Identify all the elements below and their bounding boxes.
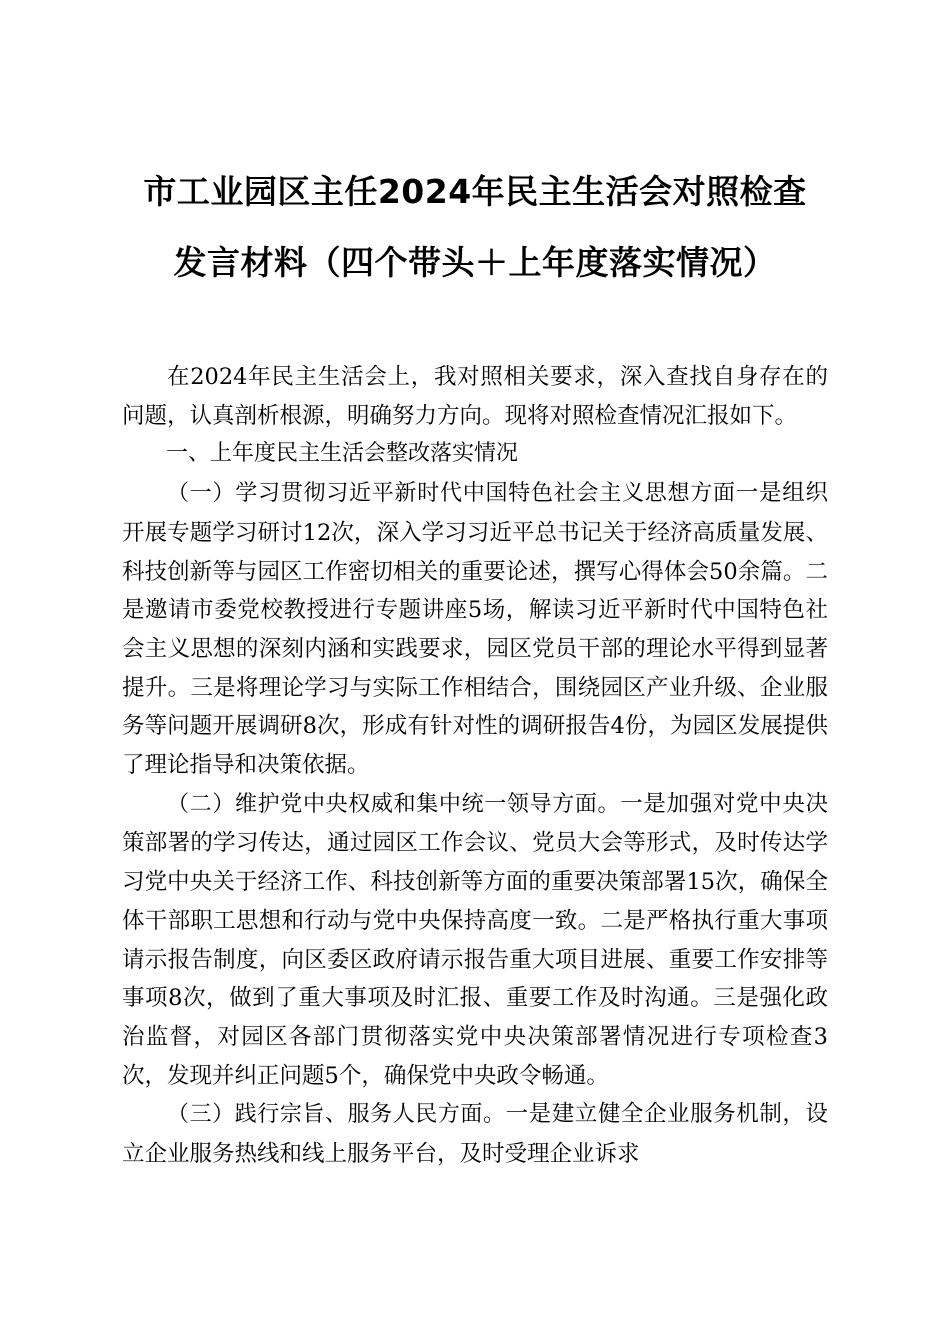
subsection-1-text: 一是组织开展专题学习研讨12次，深入学习习近平总书记关于经济高质量发展、科技创新等与园区工作密切相关的重要论述，撰写心得体会50余篇。二是邀请市委党校教授进行专题讲座5场，解读习近平新时代中国特色社会主义思想的深刻内涵和实践要求，园区党员干部的理论水平得到显著提升。三是将理论学习与实际工作相结合，围绕园区产业升级、企业服务等问题开展调研8次，形成有针对性的调研报告4份，为园区发展提供了理论指导和决策依据。 <box>122 480 828 779</box>
subsection-2-paragraph <box>122 785 828 1096</box>
section-1-heading: 一、上年度民主生活会整改落实情况 <box>166 441 519 467</box>
subsection-3-heading: （三）践行宗旨、服务人民方面。 <box>167 1102 506 1128</box>
subsection-1-paragraph <box>122 474 828 785</box>
document-title-line-1: 市工业园区主任2024年民主生活会对照检查 <box>143 172 807 211</box>
subsection-2-heading: （二）维护党中央权威和集中统一领导方面。 <box>167 791 621 817</box>
document-title-line-2: 发言材料（四个带头＋上年度落实情况） <box>173 243 777 282</box>
intro-paragraph: 在2024年民主生活会上，我对照相关要求，深入查找自身存在的问题，认真剖析根源，明确努力方向。现将对照检查情况汇报如下。 <box>122 364 828 429</box>
document-body <box>122 358 828 1174</box>
subsection-2-text: 一是加强对党中央决策部署的学习传达，通过园区工作会议、党员大会等形式，及时传达学习党中央关于经济工作、科技创新等方面的重要决策部署15次，确保全体干部职工思想和行动与党中央保持高度一致。二是严格执行重大事项请示报告制度，向区委区政府请示报告重大项目进展、重要工作安排等事项8次，做到了重大事项及时汇报、重要工作及时沟通。三是强化政治监督，对园区各部门贯彻落实党中央决策部署情况进行专项检查3次，发现并纠正问题5个，确保党中央政令畅通。 <box>122 790 828 1089</box>
subsection-3-text: 一是建立健全企业服务机制，设立企业服务热线和线上服务平台，及时受理企业诉求 <box>122 1101 828 1168</box>
subsection-3-paragraph <box>122 1095 828 1173</box>
subsection-1-heading: （一）学习贯彻习近平新时代中国特色社会主义思想方面 <box>167 481 736 507</box>
